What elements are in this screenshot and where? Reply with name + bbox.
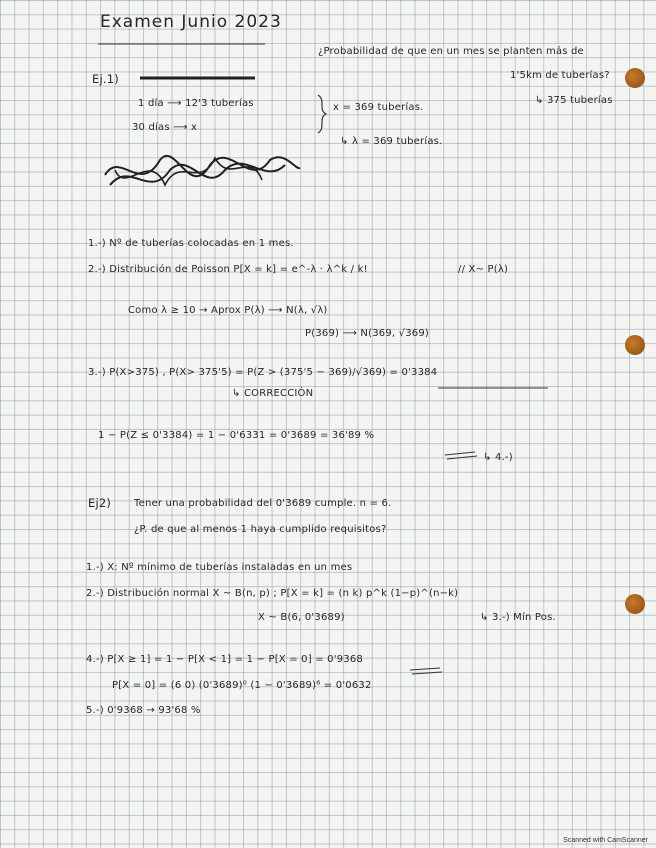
question-line-2: 1'5km de tuberías? xyxy=(510,70,610,81)
step2-4: 4.-) P[X ≥ 1] = 1 − P[X < 1] = 1 − P[X = 0] = 0'9368 xyxy=(86,654,363,665)
step2-5: 5.-) 0'9368 → 93'68 % xyxy=(86,705,201,716)
step2-1: 1.-) X: Nº mínimo de tuberías instaladas en un mes xyxy=(86,562,353,573)
step2-2b: X ~ B(6, 0'3689) xyxy=(258,612,345,623)
step1-3d: ↳ 4.-) xyxy=(483,452,513,463)
step1-2: 2.-) Distribución de Poisson P[X = k] = e^-λ · λ^k / k! xyxy=(88,264,368,275)
scribble-crossout xyxy=(105,156,300,185)
step1-3: 3.-) P(X>375) , P(X> 375'5) = P(Z > (375'5 − 369)/√369) = 0'3384 xyxy=(88,367,438,378)
ej2-line-2: ¿P. de que al menos 1 haya cumplido requisitos? xyxy=(134,524,387,535)
step1-3b: ↳ CORRECCIÓN xyxy=(232,388,314,399)
step2-4b: P[X = 0] = (6 0) (0'3689)⁰ (1 − 0'3689)⁶ = 0'0632 xyxy=(112,680,372,691)
ej1-row-2: 30 días ⟶ x xyxy=(132,122,198,133)
ej2-label: Ej2) xyxy=(88,496,112,510)
double-underline-result xyxy=(445,452,477,459)
ej1-label: Ej.1) xyxy=(92,72,119,86)
double-underline-result-2 xyxy=(410,668,442,674)
ej1-row-1: 1 día ⟶ 12'3 tuberías xyxy=(138,98,254,109)
step1-2b: // X~ P(λ) xyxy=(458,264,509,275)
step2-2c: ↳ 3.-) Mín Pos. xyxy=(480,612,556,623)
page-title: Examen Junio 2023 xyxy=(100,12,282,32)
step1-2c: Como λ ≥ 10 → Aprox P(λ) ⟶ N(λ, √λ) xyxy=(128,305,328,316)
step1-3c: 1 − P(Z ≤ 0'3384) = 1 − 0'6331 = 0'3689 = 36'89 % xyxy=(98,430,375,441)
ej1-result-1: x = 369 tuberías. xyxy=(333,102,424,113)
ej1-result-2: ↳ λ = 369 tuberías. xyxy=(340,136,443,147)
question-line-1: ¿Probabilidad de que en un mes se planten más de xyxy=(318,46,584,57)
step2-2: 2.-) Distribución normal X ~ B(n, p) ; P[X = k] = (n k) p^k (1−p)^(n−k) xyxy=(86,588,459,599)
step1-1: 1.-) Nº de tuberías colocadas en 1 mes. xyxy=(88,238,294,249)
step1-2d: P(369) ⟶ N(369, √369) xyxy=(305,328,429,339)
scribble-crossout-2 xyxy=(115,158,262,185)
brace xyxy=(318,95,326,133)
scanner-watermark: Scanned with CamScanner xyxy=(563,837,648,844)
question-line-3: ↳ 375 tuberías xyxy=(535,95,613,106)
ej2-line-1: Tener una probabilidad del 0'3689 cumple. n = 6. xyxy=(134,498,392,509)
